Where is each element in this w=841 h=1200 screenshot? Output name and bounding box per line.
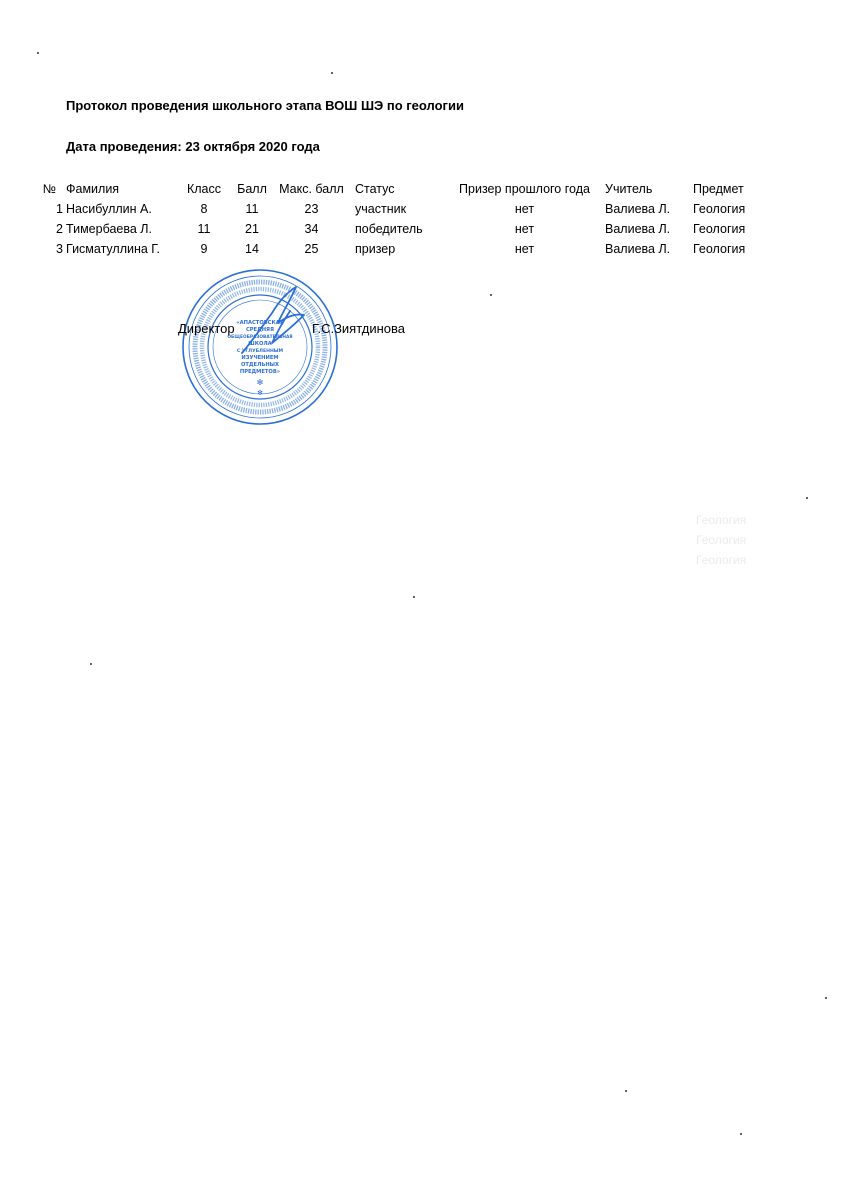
cell-score: 14: [245, 242, 259, 256]
header-prev-prize: Призер прошлого года: [459, 182, 590, 196]
cell-number: 1: [56, 202, 63, 216]
scan-speck: [825, 997, 827, 999]
cell-max-score: 23: [304, 202, 319, 216]
scan-speck: [413, 596, 415, 598]
header-surname: Фамилия: [66, 182, 120, 196]
cell-teacher: Валиева Л.: [605, 202, 671, 216]
cell-max-score: 25: [304, 242, 319, 256]
scan-speck: [625, 1090, 627, 1092]
cell-number: 2: [56, 222, 63, 236]
cell-subject: Геология: [693, 202, 746, 216]
scan-speck: [490, 294, 492, 296]
cell-prev-prize: нет: [514, 242, 535, 256]
show-through-text: Геология: [696, 553, 747, 567]
header-subject: Предмет: [693, 182, 744, 196]
seal-ornament: ✻: [256, 378, 264, 387]
header-number: №: [42, 182, 57, 196]
cell-surname: Насибуллин А.: [66, 202, 152, 216]
event-date: Дата проведения: 23 октября 2020 года: [66, 139, 320, 154]
cell-surname: Гисматуллина Г.: [66, 242, 161, 256]
cell-surname: Тимербаева Л.: [66, 222, 152, 236]
table-row: [33, 219, 763, 239]
results-table: [33, 179, 763, 259]
show-through-text: Геология: [696, 533, 747, 547]
header-score: Балл: [237, 182, 267, 196]
scan-speck: [331, 72, 333, 74]
cell-max-score: 34: [304, 222, 319, 236]
cell-prev-prize: нет: [514, 222, 535, 236]
seal-line: ИЗУЧЕНИЕМ: [241, 355, 279, 361]
seal-line: ПРЕДМЕТОВ»: [239, 369, 281, 375]
scan-speck: [740, 1133, 742, 1135]
signature-name: Г.С.Зиятдинова: [312, 321, 405, 336]
cell-teacher: Валиева Л.: [605, 222, 671, 236]
seal-line: ОТДЕЛЬНЫХ: [240, 362, 280, 368]
scan-speck: [806, 497, 808, 499]
cell-number: 3: [56, 242, 63, 256]
seal-ornament: ✻: [257, 390, 263, 397]
cell-grade: 8: [200, 202, 208, 216]
seal-line: «АПАСТОВСКАЯ: [236, 320, 284, 326]
cell-status: участник: [355, 202, 407, 216]
signature-role: Директор: [178, 321, 235, 336]
header-status: Статус: [355, 182, 395, 196]
seal-line: ШКОЛА: [248, 341, 272, 347]
handwritten-signature: [238, 283, 318, 361]
cell-teacher: Валиева Л.: [605, 242, 671, 256]
header-grade: Класс: [186, 182, 222, 196]
cell-grade: 9: [200, 242, 208, 256]
table-row: [33, 239, 763, 259]
table-header-row: [33, 179, 763, 199]
scan-speck: [90, 663, 92, 665]
cell-score: 21: [245, 222, 259, 236]
cell-status: победитель: [355, 222, 423, 236]
seal-line: С УГЛУБЛЕННЫМ: [236, 349, 284, 354]
cell-grade: 11: [197, 222, 211, 236]
cell-prev-prize: нет: [514, 202, 535, 216]
scan-speck: [37, 52, 39, 54]
cell-score: 11: [245, 202, 259, 216]
show-through-text: Геология: [696, 513, 747, 527]
table-row: [33, 199, 763, 219]
page-title: Протокол проведения школьного этапа ВОШ ШЭ по геологии: [66, 98, 464, 113]
seal-line: ОБЩЕОБРАЗОВАТЕЛЬНАЯ: [227, 335, 293, 340]
seal-line: СРЕДНЯЯ: [245, 327, 275, 333]
cell-subject: Геология: [693, 222, 746, 236]
header-max-score: Макс. балл: [279, 182, 344, 196]
cell-status: призер: [355, 242, 396, 256]
cell-subject: Геология: [693, 242, 746, 256]
header-teacher: Учитель: [605, 182, 653, 196]
